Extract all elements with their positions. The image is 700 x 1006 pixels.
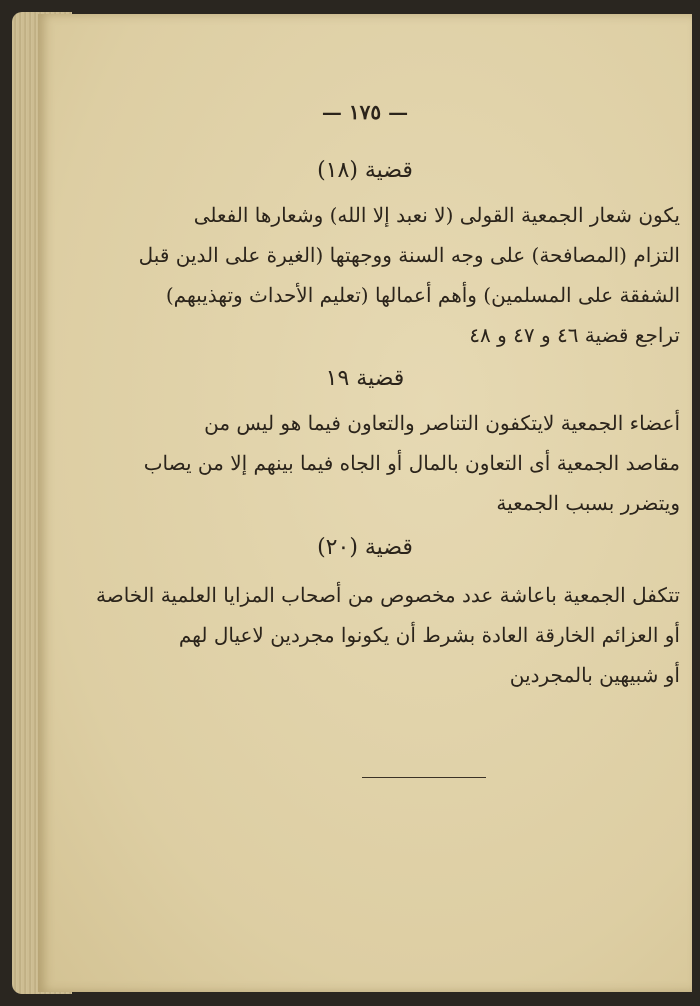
- page-number: — ١٧٥ —: [321, 100, 409, 124]
- text-line: أعضاء الجمعية لايتكفون التناصر والتعاون فيما هو ليس من: [204, 411, 680, 435]
- text-line: تتكفل الجمعية باعاشة عدد مخصوص من أصحاب المزايا العلمية الخاصة: [95, 583, 680, 607]
- closing-rule: [362, 777, 486, 778]
- book-page: [38, 14, 692, 992]
- text-line: التزام (المصافحة) على وجه السنة ووجهتها (الغيرة على الدين قبل: [138, 243, 680, 267]
- text-line: تراجع قضية ٤٦ و ٤٧ و ٤٨: [469, 323, 680, 347]
- text-line: الشفقة على المسلمين) وأهم أعمالها (تعليم الأحداث وتهذيبهم): [165, 283, 680, 307]
- section-heading-18: قضية (١٨): [317, 158, 413, 183]
- text-line: يكون شعار الجمعية القولى (لا نعبد إلا الله) وشعارها الفعلى: [193, 203, 680, 227]
- section-heading-20: قضية (٢٠): [317, 535, 413, 560]
- text-line: ويتضرر بسبب الجمعية: [496, 491, 680, 515]
- section-heading-19: قضية ١٩: [325, 366, 405, 391]
- section-body-19: [143, 403, 680, 523]
- text-line: أو شبيهين بالمجردين: [509, 663, 680, 687]
- section-body-20: [95, 575, 680, 695]
- text-line: مقاصد الجمعية أى التعاون بالمال أو الجاه فيما بينهم إلا من يصاب: [143, 451, 680, 475]
- section-body-18: [138, 195, 680, 355]
- text-line: أو العزائم الخارقة العادة بشرط أن يكونوا مجردين لاعيال لهم: [178, 623, 680, 647]
